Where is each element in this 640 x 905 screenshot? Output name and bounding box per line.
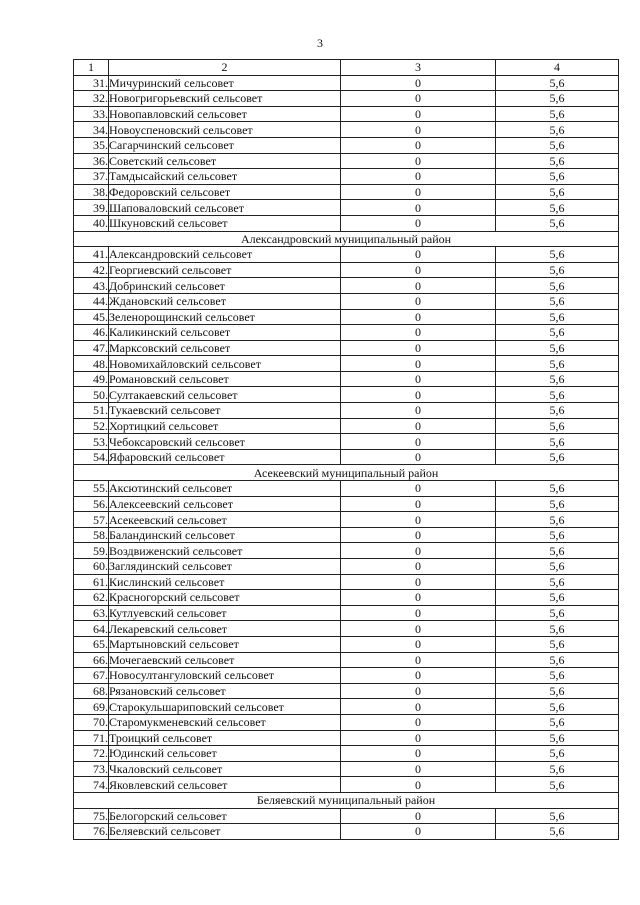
settlement-name: Лекаревский сельсовет (109, 621, 341, 637)
value-col-4: 5,6 (496, 278, 619, 294)
row-number: 72. (74, 746, 109, 762)
table-row (74, 559, 619, 575)
value-col-4: 5,6 (496, 481, 619, 497)
value-col-4: 5,6 (496, 730, 619, 746)
value-col-4: 5,6 (496, 449, 619, 465)
settlement-name: Султакаевский сельсовет (109, 387, 341, 403)
value-col-4: 5,6 (496, 262, 619, 278)
table-row (74, 761, 619, 777)
row-number: 34. (74, 122, 109, 138)
row-number: 31. (74, 75, 109, 91)
table-row (74, 543, 619, 559)
value-col-3: 0 (341, 543, 496, 559)
table-row (74, 434, 619, 450)
settlement-name: Рязановский сельсовет (109, 683, 341, 699)
settlement-name: Советский сельсовет (109, 153, 341, 169)
settlement-name: Добринский сельсовет (109, 278, 341, 294)
row-number: 42. (74, 262, 109, 278)
table-row (74, 496, 619, 512)
row-number: 41. (74, 247, 109, 263)
row-number: 65. (74, 636, 109, 652)
value-col-3: 0 (341, 325, 496, 341)
table-row (74, 325, 619, 341)
value-col-4: 5,6 (496, 574, 619, 590)
row-number: 39. (74, 200, 109, 216)
settlement-name: Яковлевский сельсовет (109, 777, 341, 793)
header-col-4: 4 (496, 60, 619, 76)
value-col-4: 5,6 (496, 621, 619, 637)
value-col-4: 5,6 (496, 652, 619, 668)
row-number: 61. (74, 574, 109, 590)
settlement-name: Новопавловский сельсовет (109, 106, 341, 122)
value-col-3: 0 (341, 590, 496, 606)
page-number: 3 (317, 36, 323, 50)
value-col-3: 0 (341, 746, 496, 762)
value-col-4: 5,6 (496, 496, 619, 512)
row-number: 43. (74, 278, 109, 294)
table-row (74, 137, 619, 153)
value-col-4: 5,6 (496, 247, 619, 263)
table-row (74, 356, 619, 372)
settlement-name: Мочегаевский сельсовет (109, 652, 341, 668)
row-number: 46. (74, 325, 109, 341)
row-number: 47. (74, 340, 109, 356)
settlement-name: Кислинский сельсовет (109, 574, 341, 590)
settlement-name: Беляевский сельсовет (109, 824, 341, 840)
settlement-name: Воздвиженский сельсовет (109, 543, 341, 559)
value-col-3: 0 (341, 808, 496, 824)
value-col-4: 5,6 (496, 75, 619, 91)
settlement-name: Старомукменевский сельсовет (109, 714, 341, 730)
table-row (74, 512, 619, 528)
value-col-3: 0 (341, 200, 496, 216)
row-number: 49. (74, 371, 109, 387)
section-title: Александровский муниципальный район (74, 231, 619, 247)
section-title: Асекеевский муниципальный район (74, 465, 619, 481)
row-number: 71. (74, 730, 109, 746)
row-number: 54. (74, 449, 109, 465)
table-row (74, 668, 619, 684)
row-number: 76. (74, 824, 109, 840)
value-col-4: 5,6 (496, 293, 619, 309)
value-col-4: 5,6 (496, 668, 619, 684)
row-number: 62. (74, 590, 109, 606)
settlement-name: Аксютинский сельсовет (109, 481, 341, 497)
table-row (74, 636, 619, 652)
header-col-1: 1 (74, 60, 109, 76)
settlement-name: Чкаловский сельсовет (109, 761, 341, 777)
value-col-4: 5,6 (496, 699, 619, 715)
value-col-3: 0 (341, 824, 496, 840)
table-row (74, 215, 619, 231)
value-col-3: 0 (341, 387, 496, 403)
value-col-4: 5,6 (496, 106, 619, 122)
value-col-4: 5,6 (496, 325, 619, 341)
value-col-3: 0 (341, 262, 496, 278)
header-col-3: 3 (341, 60, 496, 76)
table-body (74, 60, 619, 840)
row-number: 67. (74, 668, 109, 684)
row-number: 70. (74, 714, 109, 730)
value-col-3: 0 (341, 137, 496, 153)
value-col-4: 5,6 (496, 356, 619, 372)
row-number: 40. (74, 215, 109, 231)
settlement-name: Тукаевский сельсовет (109, 403, 341, 419)
settlement-name: Марксовский сельсовет (109, 340, 341, 356)
settlement-name: Хортицкий сельсовет (109, 418, 341, 434)
settlement-table (73, 59, 619, 840)
value-col-3: 0 (341, 496, 496, 512)
value-col-4: 5,6 (496, 512, 619, 528)
row-number: 59. (74, 543, 109, 559)
row-number: 69. (74, 699, 109, 715)
settlement-name: Ждановский сельсовет (109, 293, 341, 309)
value-col-4: 5,6 (496, 387, 619, 403)
table-row (74, 730, 619, 746)
value-col-3: 0 (341, 714, 496, 730)
value-col-3: 0 (341, 356, 496, 372)
value-col-3: 0 (341, 75, 496, 91)
value-col-4: 5,6 (496, 153, 619, 169)
table-row (74, 340, 619, 356)
value-col-4: 5,6 (496, 200, 619, 216)
settlement-name: Белогорский сельсовет (109, 808, 341, 824)
value-col-4: 5,6 (496, 527, 619, 543)
value-col-4: 5,6 (496, 340, 619, 356)
row-number: 32. (74, 91, 109, 107)
value-col-3: 0 (341, 340, 496, 356)
table-row (74, 247, 619, 263)
value-col-3: 0 (341, 184, 496, 200)
settlement-name: Баландинский сельсовет (109, 527, 341, 543)
value-col-4: 5,6 (496, 418, 619, 434)
value-col-3: 0 (341, 559, 496, 575)
value-col-3: 0 (341, 371, 496, 387)
value-col-4: 5,6 (496, 169, 619, 185)
value-col-4: 5,6 (496, 777, 619, 793)
table-row (74, 293, 619, 309)
value-col-4: 5,6 (496, 184, 619, 200)
settlement-name: Юдинский сельсовет (109, 746, 341, 762)
table-row (74, 262, 619, 278)
settlement-name: Кутлуевский сельсовет (109, 605, 341, 621)
table-row (74, 91, 619, 107)
row-number: 45. (74, 309, 109, 325)
table-row (74, 824, 619, 840)
settlement-name: Чебоксаровский сельсовет (109, 434, 341, 450)
value-col-4: 5,6 (496, 746, 619, 762)
table-row (74, 418, 619, 434)
table-row (74, 75, 619, 91)
value-col-4: 5,6 (496, 636, 619, 652)
value-col-3: 0 (341, 636, 496, 652)
header-col-2: 2 (109, 60, 341, 76)
value-col-4: 5,6 (496, 91, 619, 107)
value-col-3: 0 (341, 605, 496, 621)
value-col-4: 5,6 (496, 824, 619, 840)
row-number: 52. (74, 418, 109, 434)
row-number: 44. (74, 293, 109, 309)
settlement-name: Каликинский сельсовет (109, 325, 341, 341)
settlement-name: Мартыновский сельсовет (109, 636, 341, 652)
value-col-4: 5,6 (496, 559, 619, 575)
section-title: Беляевский муниципальный район (74, 792, 619, 808)
value-col-3: 0 (341, 777, 496, 793)
table-row (74, 106, 619, 122)
value-col-4: 5,6 (496, 371, 619, 387)
settlement-name: Красногорский сельсовет (109, 590, 341, 606)
value-col-3: 0 (341, 418, 496, 434)
value-col-3: 0 (341, 122, 496, 138)
value-col-3: 0 (341, 730, 496, 746)
row-number: 48. (74, 356, 109, 372)
table-row (74, 309, 619, 325)
row-number: 50. (74, 387, 109, 403)
table-row (74, 387, 619, 403)
table-row (74, 621, 619, 637)
table-row (74, 169, 619, 185)
row-number: 75. (74, 808, 109, 824)
table-row (74, 714, 619, 730)
settlement-name: Тамдысайский сельсовет (109, 169, 341, 185)
value-col-3: 0 (341, 683, 496, 699)
settlement-name: Федоровский сельсовет (109, 184, 341, 200)
row-number: 68. (74, 683, 109, 699)
value-col-3: 0 (341, 215, 496, 231)
settlement-name: Новосултангуловский сельсовет (109, 668, 341, 684)
table-row (74, 527, 619, 543)
value-col-3: 0 (341, 574, 496, 590)
row-number: 63. (74, 605, 109, 621)
section-row (74, 465, 619, 481)
table-row (74, 699, 619, 715)
row-number: 64. (74, 621, 109, 637)
settlement-name: Старокульшариповский сельсовет (109, 699, 341, 715)
table-header-row (74, 60, 619, 76)
row-number: 35. (74, 137, 109, 153)
row-number: 51. (74, 403, 109, 419)
value-col-3: 0 (341, 512, 496, 528)
table-row (74, 590, 619, 606)
value-col-4: 5,6 (496, 137, 619, 153)
settlement-name: Троицкий сельсовет (109, 730, 341, 746)
value-col-4: 5,6 (496, 543, 619, 559)
section-row (74, 792, 619, 808)
row-number: 60. (74, 559, 109, 575)
table-row (74, 605, 619, 621)
value-col-3: 0 (341, 247, 496, 263)
table-row (74, 278, 619, 294)
value-col-4: 5,6 (496, 590, 619, 606)
row-number: 74. (74, 777, 109, 793)
value-col-3: 0 (341, 434, 496, 450)
table-row (74, 746, 619, 762)
settlement-name: Зеленорощинский сельсовет (109, 309, 341, 325)
settlement-name: Яфаровский сельсовет (109, 449, 341, 465)
value-col-4: 5,6 (496, 122, 619, 138)
row-number: 33. (74, 106, 109, 122)
value-col-3: 0 (341, 91, 496, 107)
value-col-4: 5,6 (496, 434, 619, 450)
value-col-4: 5,6 (496, 714, 619, 730)
value-col-3: 0 (341, 278, 496, 294)
settlement-name: Романовский сельсовет (109, 371, 341, 387)
section-row (74, 231, 619, 247)
value-col-3: 0 (341, 309, 496, 325)
table-row (74, 200, 619, 216)
settlement-name: Новогригорьевский сельсовет (109, 91, 341, 107)
settlement-name: Новомихайловский сельсовет (109, 356, 341, 372)
value-col-3: 0 (341, 293, 496, 309)
row-number: 55. (74, 481, 109, 497)
row-number: 36. (74, 153, 109, 169)
value-col-4: 5,6 (496, 761, 619, 777)
value-col-3: 0 (341, 652, 496, 668)
table-row (74, 481, 619, 497)
settlement-name: Новоуспеновский сельсовет (109, 122, 341, 138)
row-number: 37. (74, 169, 109, 185)
value-col-4: 5,6 (496, 605, 619, 621)
settlement-name: Шкуновский сельсовет (109, 215, 341, 231)
settlement-name: Шаповаловский сельсовет (109, 200, 341, 216)
value-col-4: 5,6 (496, 309, 619, 325)
value-col-3: 0 (341, 481, 496, 497)
value-col-3: 0 (341, 668, 496, 684)
row-number: 53. (74, 434, 109, 450)
settlement-name: Алексеевский сельсовет (109, 496, 341, 512)
row-number: 73. (74, 761, 109, 777)
table-row (74, 652, 619, 668)
value-col-3: 0 (341, 403, 496, 419)
value-col-3: 0 (341, 169, 496, 185)
settlement-name: Георгиевский сельсовет (109, 262, 341, 278)
table-row (74, 371, 619, 387)
value-col-3: 0 (341, 699, 496, 715)
settlement-name: Заглядинский сельсовет (109, 559, 341, 575)
row-number: 66. (74, 652, 109, 668)
value-col-3: 0 (341, 527, 496, 543)
table-row (74, 122, 619, 138)
value-col-3: 0 (341, 761, 496, 777)
table-row (74, 683, 619, 699)
row-number: 57. (74, 512, 109, 528)
table-row (74, 153, 619, 169)
table-row (74, 574, 619, 590)
settlement-name: Асекеевский сельсовет (109, 512, 341, 528)
value-col-3: 0 (341, 621, 496, 637)
value-col-4: 5,6 (496, 808, 619, 824)
table-row (74, 449, 619, 465)
settlement-name: Александровский сельсовет (109, 247, 341, 263)
row-number: 38. (74, 184, 109, 200)
table-row (74, 808, 619, 824)
value-col-3: 0 (341, 153, 496, 169)
table-row (74, 184, 619, 200)
table-row (74, 777, 619, 793)
settlement-name: Сагарчинский сельсовет (109, 137, 341, 153)
value-col-3: 0 (341, 449, 496, 465)
value-col-4: 5,6 (496, 403, 619, 419)
row-number: 56. (74, 496, 109, 512)
row-number: 58. (74, 527, 109, 543)
value-col-4: 5,6 (496, 215, 619, 231)
settlement-name: Мичуринский сельсовет (109, 75, 341, 91)
value-col-3: 0 (341, 106, 496, 122)
value-col-4: 5,6 (496, 683, 619, 699)
table-row (74, 403, 619, 419)
